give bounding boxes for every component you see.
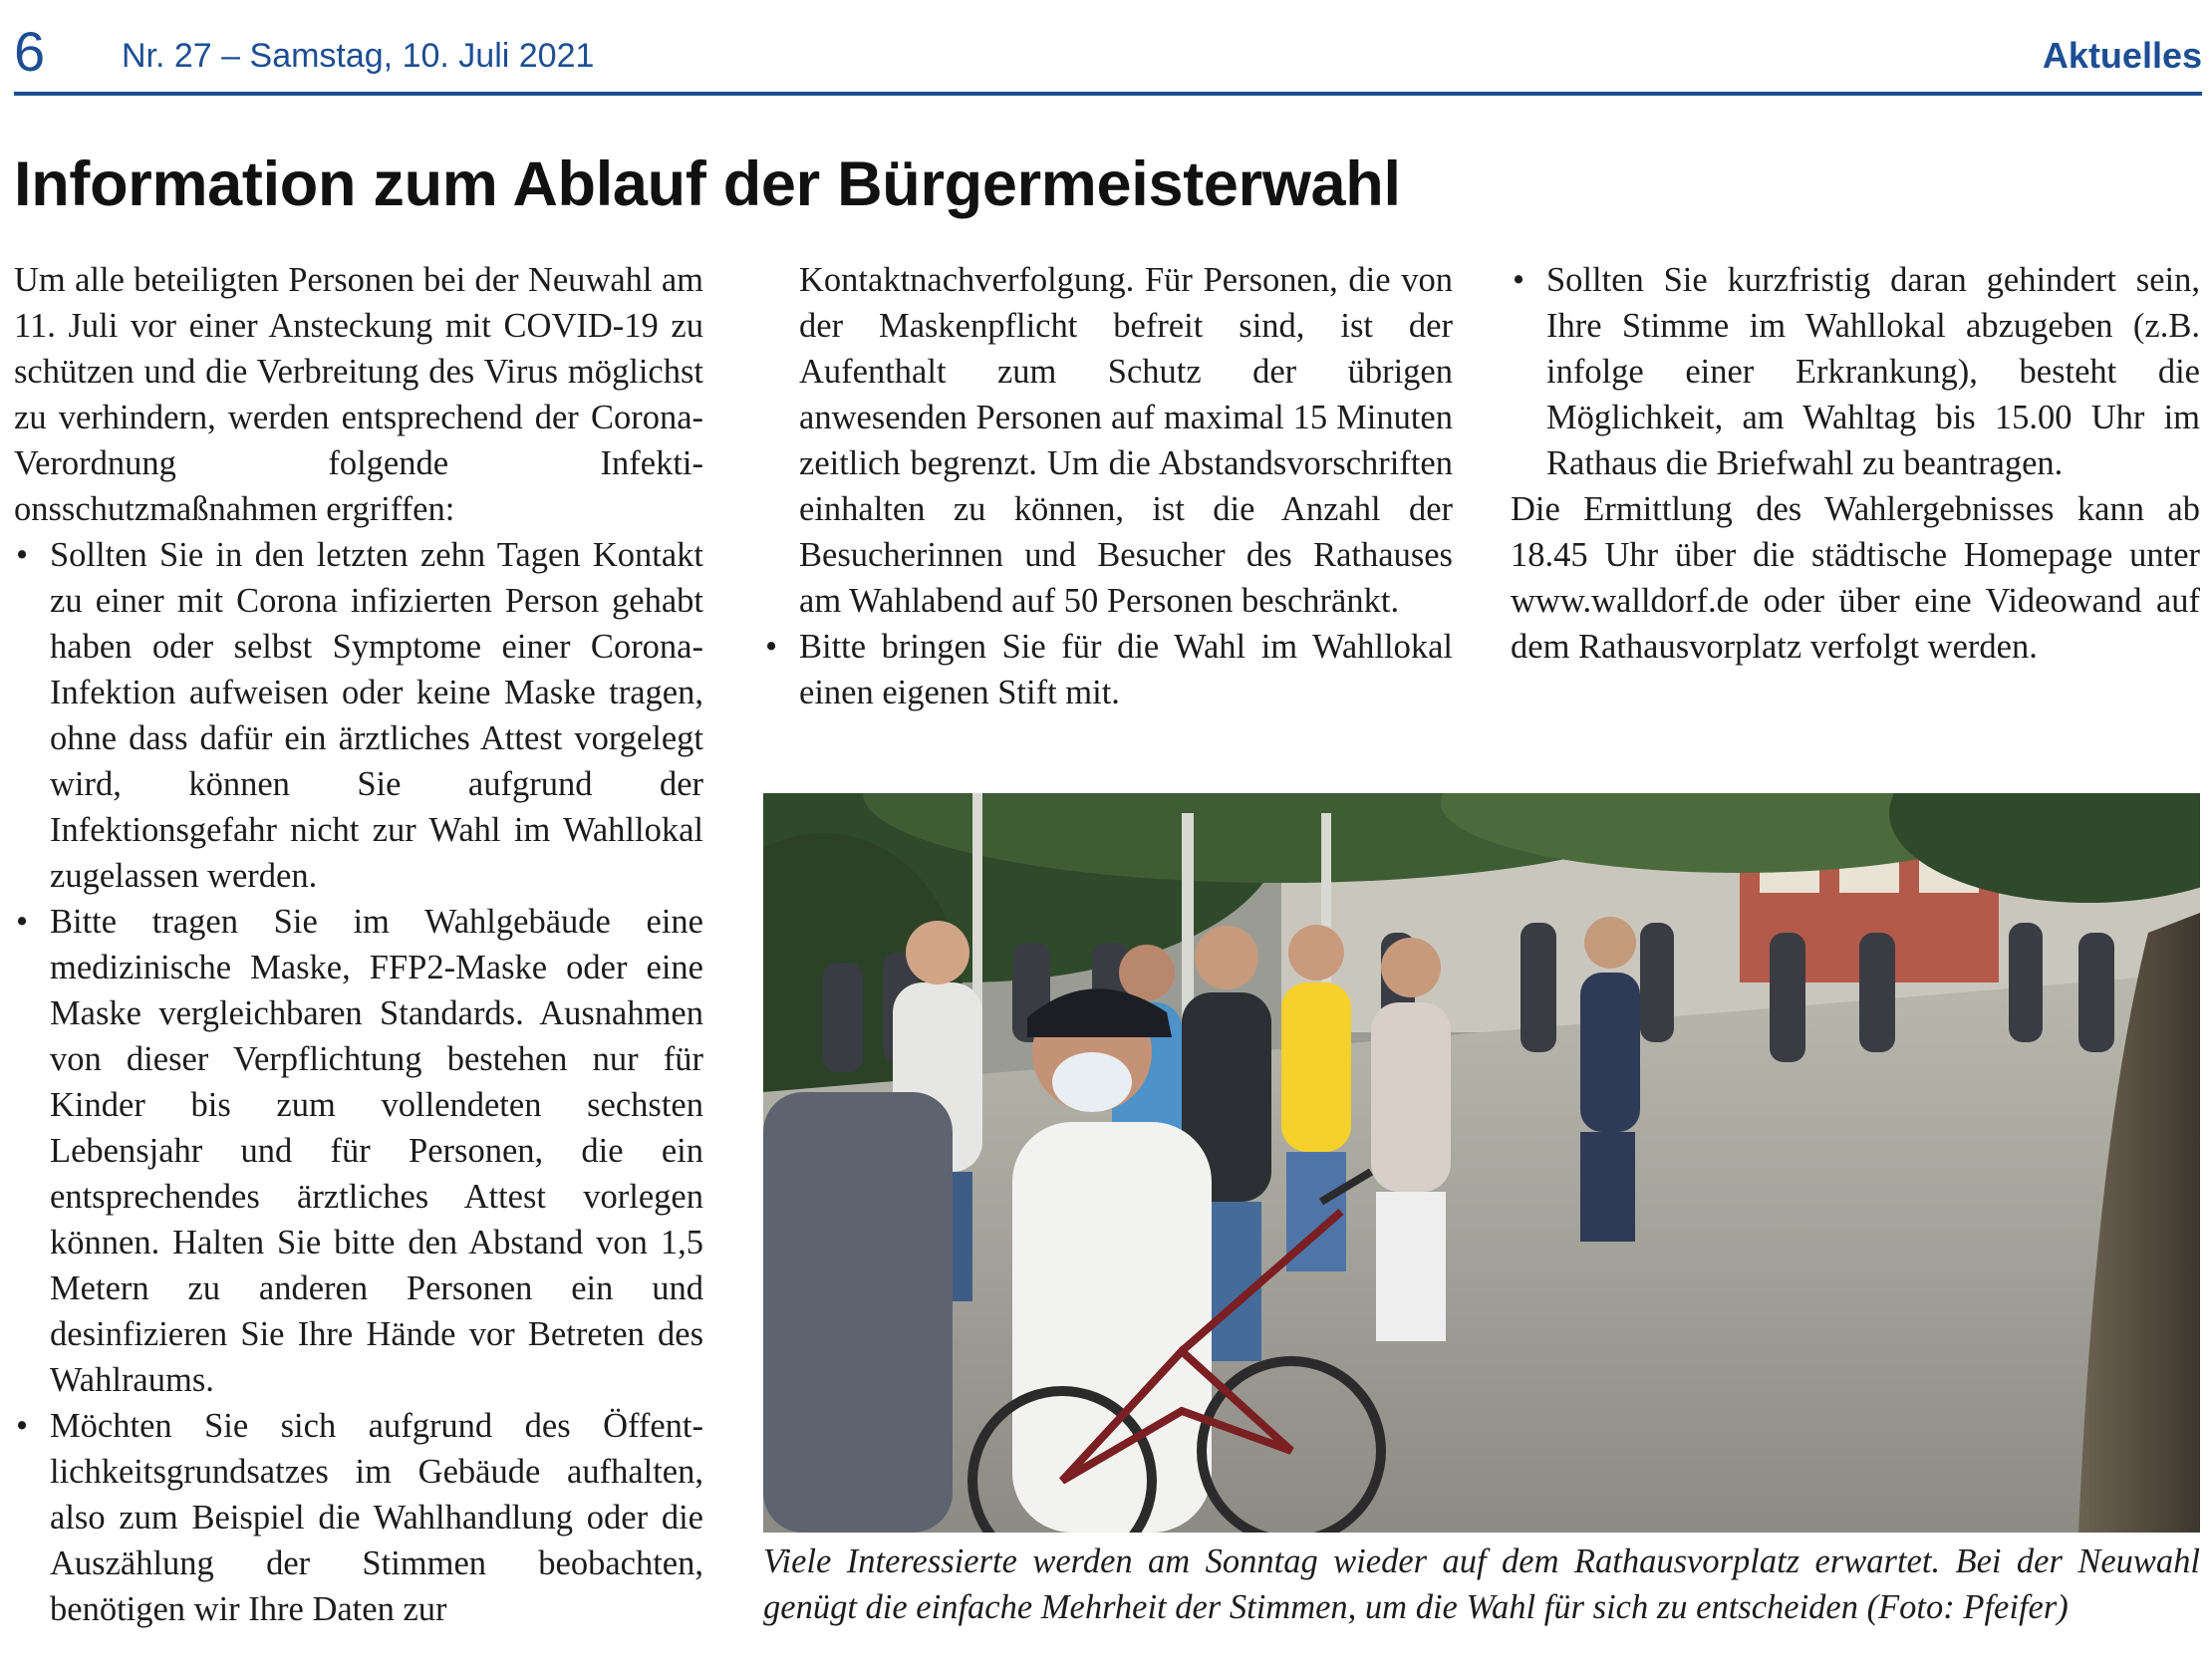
bullet-presence-continued: Kontaktnachverfolgung. Für Personen, die von der Maskenpflicht befreit sind, ist der Aufenthalt zum Schutz der übrigen anwesenden Personen auf maximal 15 Minuten zeitlich begrenzt. Um die Abstandsvorschriften einhalten zu können, ist die Anzahl der Besucherinnen und Besucher des Rathauses am Wahlabend auf 50 Personen beschränkt. [799, 261, 1453, 620]
issue-date: Nr. 27 – Samstag, 10. Juli 2021 [122, 37, 595, 75]
bullet-list [1511, 257, 2200, 486]
bullet-pen: • Bitte bringen Sie für die Wahl im Wahllokal einen eigenen Stift mit. [763, 624, 1453, 715]
bullet-postal-vote: • Sollten Sie kurzfristig daran gehindert sein, Ihre Stimme im Wahllokal abzugeben (z.B. infolge einer Erkrankung), besteht die Möglichkeit, am Wahltag bis 15.00 Uhr im Rathaus die Briefwahl zu beantragen. [1511, 257, 2200, 486]
bullet-mask: • Bitte tragen Sie im Wahlgebäude eine medizinische Maske, FFP2-Maske oder eine Maske vergleichbaren Standards. Ausnahmen von dieser Verpflichtung bestehen nur für Kinder bis zum vollendeten sechsten Lebensjahr und für Personen, die ein entsprechendes ärztliches Attest vorlegen können. Halten Sie bitte den Abstand von 1,5 Metern zu anderen Personen ein und desinfizieren Sie Ihre Hände vor Betreten des Wahlraums. [14, 899, 703, 1403]
article-intro: Um alle beteiligten Personen bei der Neuwahl am 11. Juli vor einer Ansteckung mit COVID-19 zu schützen und die Verbreitung des Virus möglichst zu verhindern, werden entsprechend der Corona-Verordnung folgende Infektionsschutzmaßnahmen ergriffen: [14, 261, 703, 528]
article-headline: Information zum Ablauf der Bürgermeisterwahl [14, 149, 1401, 219]
page-header [14, 14, 2202, 98]
bullet-list [14, 532, 703, 1632]
page-number: 6 [14, 20, 46, 83]
photo-caption: Viele Interessierte werden am Sonntag wieder auf dem Rathausvorplatz erwartet. Bei der Neuwahl genügt die einfache Mehrheit der Stimmen, um die Wahl für sich zu entscheiden (Foto: Pfeifer) [763, 1542, 2200, 1626]
section-label: Aktuelles [2042, 35, 2202, 76]
bullet-list [763, 624, 1453, 715]
text-column-3 [1511, 257, 2200, 670]
article-closing: Die Ermittlung des Wahlergebnisses kann ab 18.45 Uhr über die städtische Homepage unter www.walldorf.de oder über eine Videowand auf dem Rathausvorplatz verfolgt werden. [1511, 490, 2200, 666]
crowd-photo [763, 793, 2200, 1533]
bullet-contact: • Sollten Sie in den letzten zehn Tagen Kontakt zu einer mit Corona infizierten Person gehabt haben oder selbst Symptome einer Corona-Infektion aufweisen oder keine Maske tragen, ohne dass dafür ein ärztliches Attest vorgelegt wird, können Sie aufgrund der Infektionsgefahr nicht zur Wahl im Wahllokal zugelassen werden. [14, 532, 703, 899]
text-column-1 [14, 257, 703, 1632]
header-rule [14, 92, 2202, 96]
bullet-presence: • Möchten Sie sich aufgrund des Öffentlichkeitsgrundsatzes im Gebäude aufhalten, also zum Beispiel die Wahlhandlung oder die Auszählung der Stimmen beobachten, benötigen wir Ihre Daten zur [14, 1403, 703, 1632]
text-column-2 [763, 257, 1453, 715]
